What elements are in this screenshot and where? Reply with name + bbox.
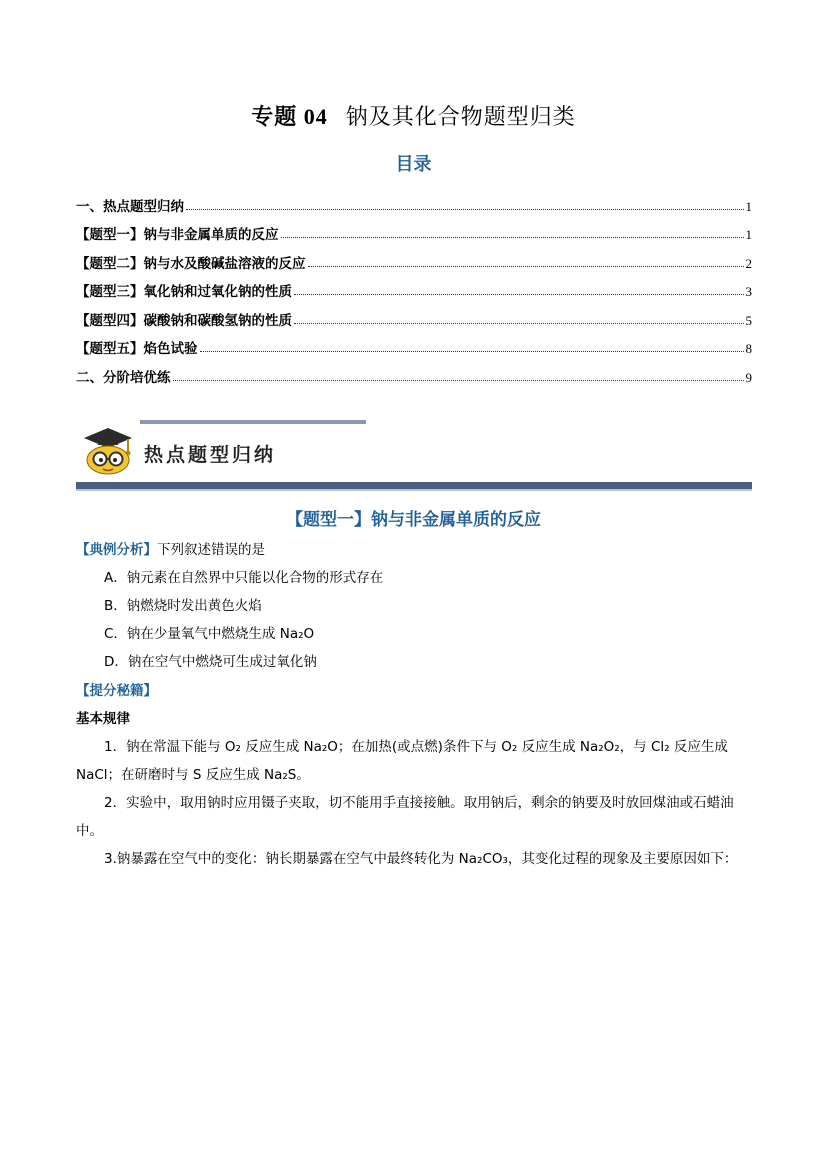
banner-bottom-rule-light	[76, 489, 752, 491]
tips-tag	[76, 677, 752, 705]
toc-item-text: 【题型三】氧化钠和过氧化钠的性质	[76, 284, 292, 300]
page-title	[0, 100, 827, 131]
toc-leader	[281, 237, 744, 238]
banner-bottom-rule	[76, 482, 752, 489]
title-text: 钠及其化合物题型归类	[345, 105, 576, 130]
toc-item[interactable]	[76, 272, 752, 301]
toc-leader	[294, 323, 744, 324]
toc-item-page: 5	[745, 312, 752, 328]
banner-top-rule	[140, 420, 366, 424]
tips-subheading: 基本规律	[76, 711, 130, 727]
tips-paragraph-3: 3.钠暴露在空气中的变化：钠长期暴露在空气中最终转化为 Na₂CO₃，其变化过程的现象及主要原因如下：	[104, 851, 738, 867]
section-heading: 【题型一】钠与非金属单质的反应	[286, 510, 541, 530]
toc-item-text: 【题型一】钠与非金属单质的反应	[76, 227, 279, 243]
toc-item-text: 二、分阶培优练	[76, 369, 171, 386]
toc-item-page: 9	[745, 369, 752, 385]
toc-item-page: 1	[745, 198, 752, 214]
toc-item-text: 【题型五】焰色试验	[76, 341, 198, 357]
banner-text: 热点题型归纳	[144, 444, 277, 466]
tips-paragraph-2: 2．实验中，取用钠时应用镊子夹取，切不能用手直接接触。取用钠后，剩余的钠要及时放回煤油或石蜡油中。	[76, 795, 734, 839]
example-line	[76, 536, 752, 564]
toc-leader	[186, 209, 744, 210]
option-b: B．钠燃烧时发出黄色火焰	[104, 598, 262, 614]
table-of-contents	[76, 186, 752, 386]
toc-item-page: 2	[745, 255, 752, 271]
toc-leader	[173, 380, 744, 381]
toc-leader	[294, 294, 744, 295]
toc-item-page: 8	[745, 341, 752, 356]
toc-item[interactable]	[76, 215, 752, 244]
option-c: C．钠在少量氧气中燃烧生成 Na₂O	[104, 626, 315, 642]
toc-item-page: 1	[745, 227, 752, 242]
toc-item-text: 一、热点题型归纳	[76, 198, 184, 215]
toc-item[interactable]	[76, 300, 752, 329]
toc-item[interactable]	[76, 186, 752, 215]
toc-leader	[308, 266, 744, 267]
toc-item-text: 【题型四】碳酸钠和碳酸氢钠的性质	[76, 312, 292, 329]
toc-item-text: 【题型二】钠与水及酸碱盐溶液的反应	[76, 255, 306, 272]
toc-heading: 目录	[395, 154, 432, 175]
tips-paragraph-1: 1．钠在常温下能与 O₂ 反应生成 Na₂O；在加热(或点燃)条件下与 O₂ 反应生成 Na₂O₂，与 Cl₂ 反应生成 NaCl；在研磨时与 S 反应生成 Na₂S。	[76, 739, 728, 783]
toc-item[interactable]	[76, 357, 752, 386]
toc-item[interactable]	[76, 243, 752, 272]
toc-leader	[200, 351, 744, 352]
tips-tag-text: 【提分秘籍】	[76, 683, 157, 699]
option-a: A．钠元素在自然界中只能以化合物的形式存在	[104, 570, 384, 586]
toc-item-page: 3	[745, 284, 752, 299]
example-tag: 【典例分析】	[76, 542, 157, 558]
scholar-mascot-icon	[82, 426, 134, 476]
toc-item[interactable]	[76, 329, 752, 358]
option-d: D．钠在空气中燃烧可生成过氧化钠	[104, 654, 317, 670]
example-question: 下列叙述错误的是	[157, 542, 265, 558]
title-number: 专题 04	[251, 104, 328, 129]
section-banner	[76, 418, 752, 493]
